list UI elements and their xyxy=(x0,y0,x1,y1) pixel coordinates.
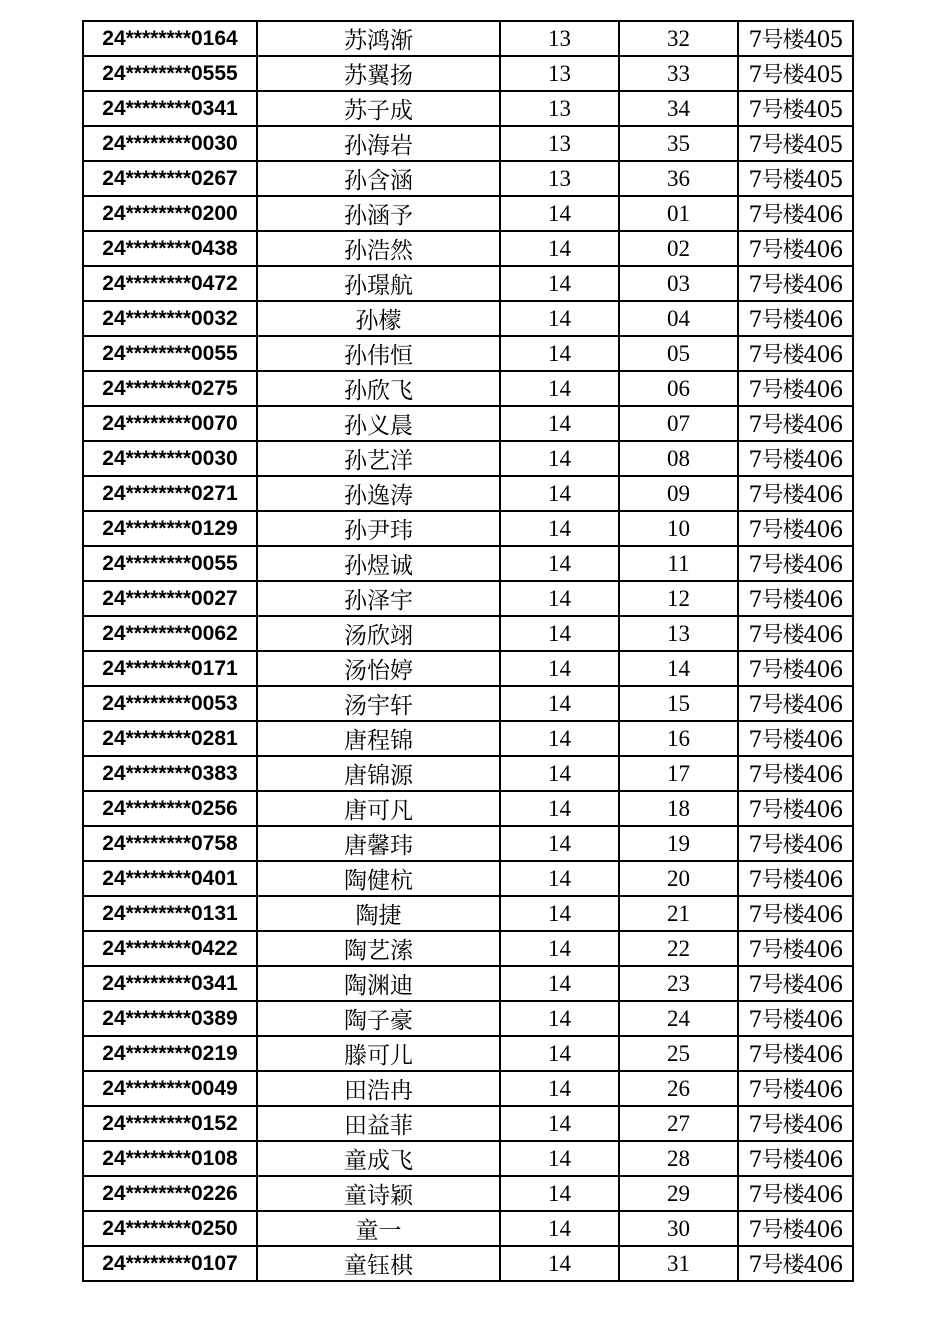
exam-room-cell: 7号楼406 xyxy=(738,441,853,476)
class-number-cell: 14 xyxy=(500,231,619,266)
exam-room-cell: 7号楼406 xyxy=(738,406,853,441)
seat-number-cell: 14 xyxy=(619,651,738,686)
class-number-cell: 14 xyxy=(500,581,619,616)
student-id-cell: 24********0108 xyxy=(83,1141,257,1176)
seat-number-cell: 20 xyxy=(619,861,738,896)
student-id-cell: 24********0472 xyxy=(83,266,257,301)
student-name-cell: 唐程锦 xyxy=(257,721,500,756)
student-id-cell: 24********0030 xyxy=(83,441,257,476)
class-number-cell: 14 xyxy=(500,1176,619,1211)
table-row xyxy=(83,1071,853,1106)
exam-room-cell: 7号楼405 xyxy=(738,91,853,126)
student-name-cell: 汤欣翊 xyxy=(257,616,500,651)
exam-room-cell: 7号楼406 xyxy=(738,581,853,616)
student-id-cell: 24********0164 xyxy=(83,21,257,56)
table-row xyxy=(83,966,853,1001)
class-number-cell: 14 xyxy=(500,1001,619,1036)
table-row xyxy=(83,266,853,301)
student-name-cell: 童成飞 xyxy=(257,1141,500,1176)
exam-room-cell: 7号楼406 xyxy=(738,616,853,651)
exam-room-cell: 7号楼405 xyxy=(738,126,853,161)
class-number-cell: 14 xyxy=(500,721,619,756)
class-number-cell: 14 xyxy=(500,511,619,546)
student-id-cell: 24********0275 xyxy=(83,371,257,406)
seat-number-cell: 29 xyxy=(619,1176,738,1211)
table-row xyxy=(83,231,853,266)
table-row xyxy=(83,21,853,56)
student-id-cell: 24********0032 xyxy=(83,301,257,336)
class-number-cell: 14 xyxy=(500,476,619,511)
table-row xyxy=(83,56,853,91)
student-id-cell: 24********0062 xyxy=(83,616,257,651)
class-number-cell: 14 xyxy=(500,1106,619,1141)
table-row xyxy=(83,476,853,511)
class-number-cell: 14 xyxy=(500,756,619,791)
exam-room-cell: 7号楼406 xyxy=(738,1246,853,1281)
class-number-cell: 14 xyxy=(500,371,619,406)
student-name-cell: 孙尹玮 xyxy=(257,511,500,546)
table-row xyxy=(83,196,853,231)
seat-number-cell: 10 xyxy=(619,511,738,546)
student-id-cell: 24********0389 xyxy=(83,1001,257,1036)
student-name-cell: 田益菲 xyxy=(257,1106,500,1141)
student-name-cell: 陶健杭 xyxy=(257,861,500,896)
student-name-cell: 唐可凡 xyxy=(257,791,500,826)
student-id-cell: 24********0422 xyxy=(83,931,257,966)
seat-number-cell: 13 xyxy=(619,616,738,651)
table-row xyxy=(83,1036,853,1071)
seat-number-cell: 33 xyxy=(619,56,738,91)
seat-number-cell: 07 xyxy=(619,406,738,441)
class-number-cell: 14 xyxy=(500,616,619,651)
exam-room-cell: 7号楼406 xyxy=(738,896,853,931)
class-number-cell: 14 xyxy=(500,931,619,966)
class-number-cell: 14 xyxy=(500,791,619,826)
seat-number-cell: 11 xyxy=(619,546,738,581)
table-row xyxy=(83,791,853,826)
table-row xyxy=(83,1246,853,1281)
exam-room-cell: 7号楼406 xyxy=(738,336,853,371)
exam-room-cell: 7号楼405 xyxy=(738,161,853,196)
student-id-cell: 24********0341 xyxy=(83,91,257,126)
student-id-cell: 24********0271 xyxy=(83,476,257,511)
student-name-cell: 孙浩然 xyxy=(257,231,500,266)
student-name-cell: 孙含涵 xyxy=(257,161,500,196)
seat-number-cell: 27 xyxy=(619,1106,738,1141)
table-body xyxy=(83,21,853,1281)
student-id-cell: 24********0383 xyxy=(83,756,257,791)
exam-room-cell: 7号楼405 xyxy=(738,21,853,56)
student-name-cell: 童钰棋 xyxy=(257,1246,500,1281)
exam-room-cell: 7号楼406 xyxy=(738,1141,853,1176)
student-name-cell: 陶子豪 xyxy=(257,1001,500,1036)
seat-number-cell: 15 xyxy=(619,686,738,721)
student-id-cell: 24********0219 xyxy=(83,1036,257,1071)
seat-number-cell: 22 xyxy=(619,931,738,966)
seat-number-cell: 12 xyxy=(619,581,738,616)
student-name-cell: 孙逸涛 xyxy=(257,476,500,511)
table-row xyxy=(83,826,853,861)
table-row xyxy=(83,511,853,546)
student-id-cell: 24********0027 xyxy=(83,581,257,616)
exam-room-cell: 7号楼406 xyxy=(738,231,853,266)
class-number-cell: 14 xyxy=(500,1211,619,1246)
table-row xyxy=(83,441,853,476)
exam-room-cell: 7号楼406 xyxy=(738,1106,853,1141)
table-row xyxy=(83,406,853,441)
student-name-cell: 孙煜诚 xyxy=(257,546,500,581)
class-number-cell: 14 xyxy=(500,826,619,861)
seat-number-cell: 28 xyxy=(619,1141,738,1176)
exam-room-cell: 7号楼406 xyxy=(738,301,853,336)
student-id-cell: 24********0250 xyxy=(83,1211,257,1246)
student-name-cell: 唐馨玮 xyxy=(257,826,500,861)
class-number-cell: 14 xyxy=(500,266,619,301)
seat-number-cell: 06 xyxy=(619,371,738,406)
exam-room-cell: 7号楼406 xyxy=(738,1211,853,1246)
student-seat-table xyxy=(82,20,854,1282)
seat-number-cell: 24 xyxy=(619,1001,738,1036)
table-row xyxy=(83,546,853,581)
student-id-cell: 24********0438 xyxy=(83,231,257,266)
exam-room-cell: 7号楼406 xyxy=(738,931,853,966)
exam-room-cell: 7号楼406 xyxy=(738,1001,853,1036)
table-row xyxy=(83,91,853,126)
student-name-cell: 孙欣飞 xyxy=(257,371,500,406)
exam-room-cell: 7号楼406 xyxy=(738,476,853,511)
exam-room-cell: 7号楼406 xyxy=(738,756,853,791)
table-row xyxy=(83,301,853,336)
student-id-cell: 24********0281 xyxy=(83,721,257,756)
seat-number-cell: 16 xyxy=(619,721,738,756)
seat-number-cell: 01 xyxy=(619,196,738,231)
student-name-cell: 孙泽宇 xyxy=(257,581,500,616)
table-row xyxy=(83,861,853,896)
table-row xyxy=(83,686,853,721)
student-id-cell: 24********0107 xyxy=(83,1246,257,1281)
seat-number-cell: 21 xyxy=(619,896,738,931)
exam-room-cell: 7号楼406 xyxy=(738,1036,853,1071)
student-name-cell: 唐锦源 xyxy=(257,756,500,791)
table-row xyxy=(83,651,853,686)
student-id-cell: 24********0758 xyxy=(83,826,257,861)
student-id-cell: 24********0049 xyxy=(83,1071,257,1106)
seat-number-cell: 02 xyxy=(619,231,738,266)
exam-room-cell: 7号楼406 xyxy=(738,826,853,861)
exam-room-cell: 7号楼406 xyxy=(738,966,853,1001)
class-number-cell: 13 xyxy=(500,21,619,56)
table-row xyxy=(83,616,853,651)
student-name-cell: 田浩冉 xyxy=(257,1071,500,1106)
seat-number-cell: 26 xyxy=(619,1071,738,1106)
table-row xyxy=(83,1106,853,1141)
exam-room-cell: 7号楼406 xyxy=(738,1071,853,1106)
class-number-cell: 13 xyxy=(500,56,619,91)
table-row xyxy=(83,371,853,406)
class-number-cell: 14 xyxy=(500,336,619,371)
exam-room-cell: 7号楼406 xyxy=(738,791,853,826)
table-row xyxy=(83,1176,853,1211)
seat-number-cell: 32 xyxy=(619,21,738,56)
class-number-cell: 14 xyxy=(500,861,619,896)
class-number-cell: 14 xyxy=(500,301,619,336)
class-number-cell: 14 xyxy=(500,1071,619,1106)
student-name-cell: 孙海岩 xyxy=(257,126,500,161)
student-id-cell: 24********0256 xyxy=(83,791,257,826)
class-number-cell: 14 xyxy=(500,966,619,1001)
student-id-cell: 24********0226 xyxy=(83,1176,257,1211)
class-number-cell: 14 xyxy=(500,546,619,581)
student-name-cell: 苏翼扬 xyxy=(257,56,500,91)
seat-number-cell: 04 xyxy=(619,301,738,336)
student-id-cell: 24********0055 xyxy=(83,336,257,371)
table-row xyxy=(83,756,853,791)
seat-number-cell: 23 xyxy=(619,966,738,1001)
class-number-cell: 13 xyxy=(500,91,619,126)
seat-number-cell: 35 xyxy=(619,126,738,161)
student-id-cell: 24********0267 xyxy=(83,161,257,196)
seat-number-cell: 30 xyxy=(619,1211,738,1246)
seat-number-cell: 36 xyxy=(619,161,738,196)
student-id-cell: 24********0555 xyxy=(83,56,257,91)
student-name-cell: 苏鸿渐 xyxy=(257,21,500,56)
seat-number-cell: 03 xyxy=(619,266,738,301)
class-number-cell: 14 xyxy=(500,441,619,476)
seat-number-cell: 17 xyxy=(619,756,738,791)
student-name-cell: 陶渊迪 xyxy=(257,966,500,1001)
student-id-cell: 24********0152 xyxy=(83,1106,257,1141)
student-name-cell: 汤怡婷 xyxy=(257,651,500,686)
table-row xyxy=(83,126,853,161)
student-name-cell: 陶捷 xyxy=(257,896,500,931)
exam-room-cell: 7号楼406 xyxy=(738,511,853,546)
student-name-cell: 孙伟恒 xyxy=(257,336,500,371)
student-name-cell: 童诗颖 xyxy=(257,1176,500,1211)
seat-number-cell: 18 xyxy=(619,791,738,826)
class-number-cell: 13 xyxy=(500,126,619,161)
table-row xyxy=(83,336,853,371)
table-row xyxy=(83,931,853,966)
exam-room-cell: 7号楼406 xyxy=(738,686,853,721)
student-id-cell: 24********0055 xyxy=(83,546,257,581)
student-id-cell: 24********0200 xyxy=(83,196,257,231)
student-id-cell: 24********0053 xyxy=(83,686,257,721)
exam-room-cell: 7号楼406 xyxy=(738,371,853,406)
class-number-cell: 14 xyxy=(500,1246,619,1281)
seat-number-cell: 34 xyxy=(619,91,738,126)
student-id-cell: 24********0129 xyxy=(83,511,257,546)
student-name-cell: 苏子成 xyxy=(257,91,500,126)
student-name-cell: 陶艺溹 xyxy=(257,931,500,966)
seat-number-cell: 19 xyxy=(619,826,738,861)
class-number-cell: 13 xyxy=(500,161,619,196)
table-row xyxy=(83,1001,853,1036)
student-name-cell: 孙艺洋 xyxy=(257,441,500,476)
table-row xyxy=(83,1141,853,1176)
student-id-cell: 24********0030 xyxy=(83,126,257,161)
student-name-cell: 滕可儿 xyxy=(257,1036,500,1071)
student-id-cell: 24********0131 xyxy=(83,896,257,931)
exam-room-cell: 7号楼406 xyxy=(738,861,853,896)
exam-room-cell: 7号楼406 xyxy=(738,196,853,231)
class-number-cell: 14 xyxy=(500,686,619,721)
exam-room-cell: 7号楼406 xyxy=(738,266,853,301)
class-number-cell: 14 xyxy=(500,651,619,686)
student-id-cell: 24********0401 xyxy=(83,861,257,896)
student-name-cell: 孙檬 xyxy=(257,301,500,336)
seat-number-cell: 08 xyxy=(619,441,738,476)
table-row xyxy=(83,161,853,196)
class-number-cell: 14 xyxy=(500,896,619,931)
student-name-cell: 汤宇轩 xyxy=(257,686,500,721)
exam-room-cell: 7号楼406 xyxy=(738,546,853,581)
seat-number-cell: 05 xyxy=(619,336,738,371)
exam-room-cell: 7号楼405 xyxy=(738,56,853,91)
table-row xyxy=(83,896,853,931)
class-number-cell: 14 xyxy=(500,196,619,231)
student-id-cell: 24********0171 xyxy=(83,651,257,686)
table-row xyxy=(83,1211,853,1246)
exam-room-cell: 7号楼406 xyxy=(738,1176,853,1211)
student-name-cell: 孙义晨 xyxy=(257,406,500,441)
student-id-cell: 24********0341 xyxy=(83,966,257,1001)
seat-number-cell: 31 xyxy=(619,1246,738,1281)
student-id-cell: 24********0070 xyxy=(83,406,257,441)
table-row xyxy=(83,581,853,616)
class-number-cell: 14 xyxy=(500,1141,619,1176)
exam-room-cell: 7号楼406 xyxy=(738,651,853,686)
seat-number-cell: 25 xyxy=(619,1036,738,1071)
seat-number-cell: 09 xyxy=(619,476,738,511)
student-name-cell: 孙涵予 xyxy=(257,196,500,231)
class-number-cell: 14 xyxy=(500,406,619,441)
student-name-cell: 孙璟航 xyxy=(257,266,500,301)
table-row xyxy=(83,721,853,756)
student-name-cell: 童一 xyxy=(257,1211,500,1246)
class-number-cell: 14 xyxy=(500,1036,619,1071)
exam-room-cell: 7号楼406 xyxy=(738,721,853,756)
